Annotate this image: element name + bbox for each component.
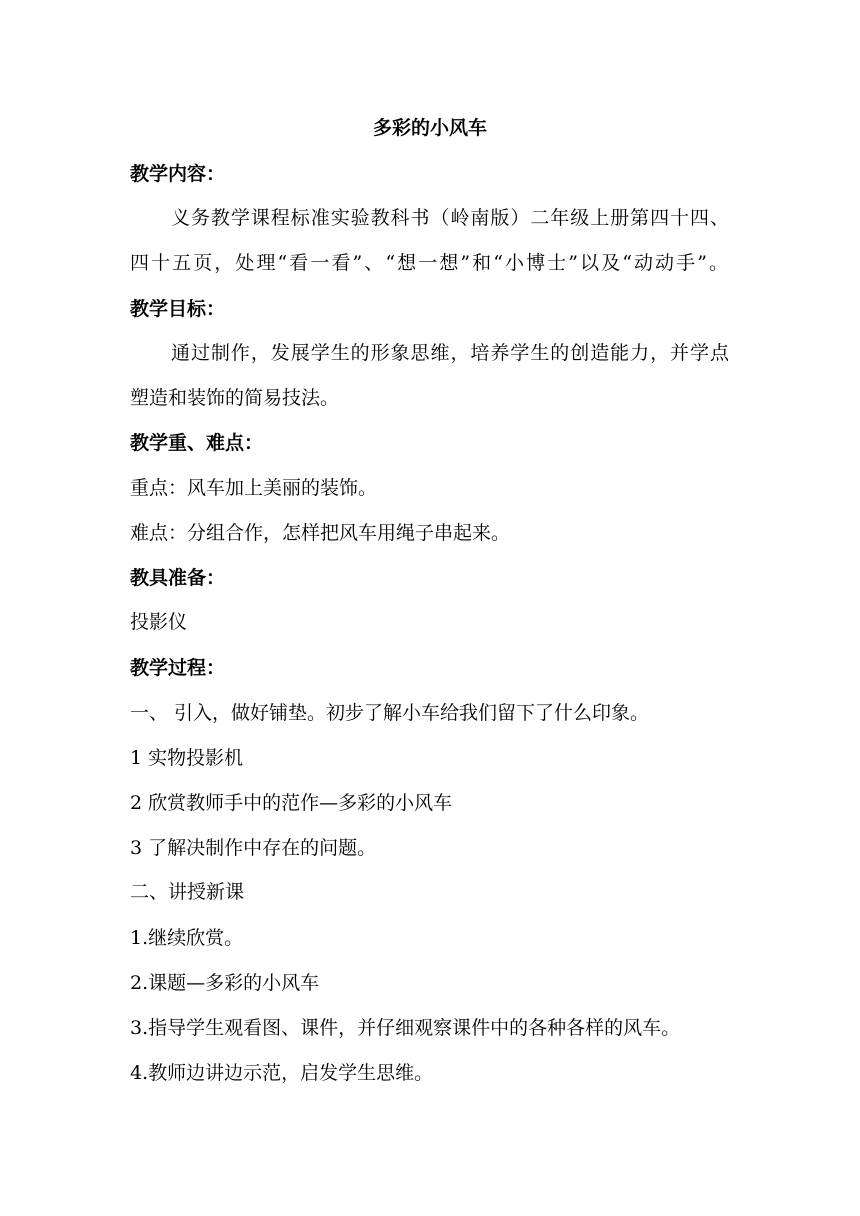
section-heading-key-points: 教学重、难点： bbox=[130, 432, 264, 454]
process-item: 3 了解决制作中存在的问题。 bbox=[130, 837, 377, 859]
process-item: 1.继续欣赏。 bbox=[130, 927, 244, 949]
section-heading-content: 教学内容： bbox=[130, 163, 226, 185]
section-heading-process: 教学过程： bbox=[130, 657, 226, 679]
content-paragraph-line: 四十五页，处理“看一看”、“想一想”和“小博士”以及“动动手”。 bbox=[130, 252, 728, 274]
process-item: 一、 引入，做好铺垫。初步了解小车给我们留下了什么印象。 bbox=[130, 702, 650, 724]
process-item: 2 欣赏教师手中的范作—多彩的小风车 bbox=[130, 792, 453, 814]
key-point-text: 重点：风车加上美丽的装饰。 bbox=[130, 477, 378, 499]
content-paragraph-line: 义务教学课程标准实验教科书（岭南版）二年级上册第四十四、 bbox=[171, 207, 729, 229]
process-item: 2.课题—多彩的小风车 bbox=[130, 972, 320, 994]
document-title: 多彩的小风车 bbox=[372, 117, 487, 139]
section-heading-goals: 教学目标： bbox=[130, 298, 226, 320]
tools-item-text: 投影仪 bbox=[130, 611, 188, 633]
section-heading-tools: 教具准备： bbox=[130, 567, 226, 589]
process-item: 二、讲授新课 bbox=[130, 881, 245, 903]
goal-paragraph-line: 通过制作，发展学生的形象思维，培养学生的创造能力，并学点 bbox=[171, 342, 729, 364]
process-item: 3.指导学生观看图、课件，并仔细观察课件中的各种各样的风车。 bbox=[130, 1017, 681, 1039]
process-item: 4.教师边讲边示范，启发学生思维。 bbox=[130, 1062, 434, 1084]
process-item: 1 实物投影机 bbox=[130, 747, 244, 769]
goal-paragraph-line: 塑造和装饰的简易技法。 bbox=[130, 387, 340, 409]
difficult-point-text: 难点：分组合作，怎样把风车用绳子串起来。 bbox=[130, 522, 511, 544]
